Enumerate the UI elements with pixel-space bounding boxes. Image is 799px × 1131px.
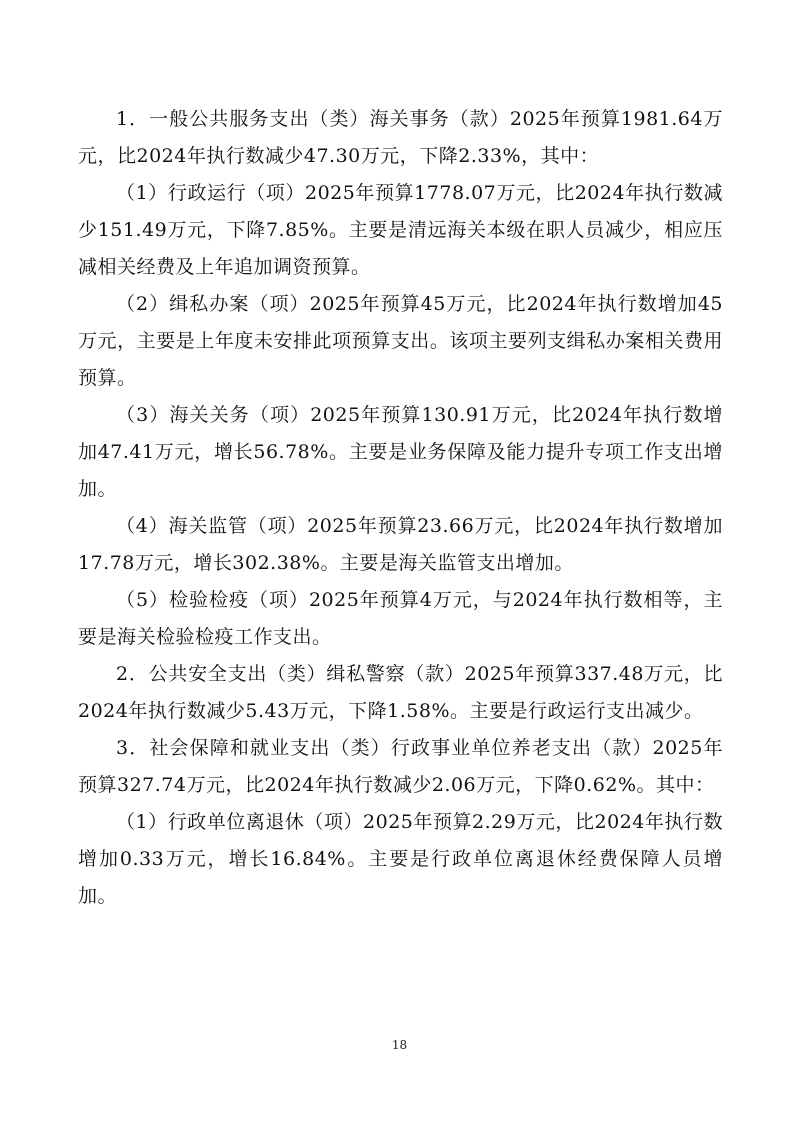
paragraph-retirement: （1）行政单位离退休（项）2025年预算2.29万元，比2024年执行数增加0.33万元，增长16.84%。主要是行政单位离退休经费保障人员增加。 (78, 811, 723, 907)
paragraph-customs-supervision: （4）海关监管（项）2025年预算23.66万元，比2024年执行数增加17.78万元，增长302.38%。主要是海关监管支出增加。 (78, 515, 723, 574)
page-number: 18 (391, 1038, 408, 1052)
paragraph-inspection-quarantine: （5）检验检疫（项）2025年预算4万元，与2024年执行数相等，主要是海关检验检疫工作支出。 (78, 589, 723, 648)
paragraph-administrative-operation: （1）行政运行（项）2025年预算1778.07万元，比2024年执行数减少151.49万元，下降7.85%。主要是清远海关本级在职人员减少，相应压减相关经费及上年追加调资预算。 (78, 182, 723, 278)
paragraph-general-public-services: 1．一般公共服务支出（类）海关事务（款）2025年预算1981.64万元，比2024年执行数减少47.30万元，下降2.33%，其中： (78, 108, 723, 167)
paragraph-social-security: 3．社会保障和就业支出（类）行政事业单位养老支出（款）2025年预算327.74万元，比2024年执行数减少2.06万元，下降0.62%。其中： (78, 737, 723, 796)
paragraph-public-security: 2．公共安全支出（类）缉私警察（款）2025年预算337.48万元，比2024年执行数减少5.43万元，下降1.58%。主要是行政运行支出减少。 (78, 663, 723, 722)
paragraph-customs-affairs: （3）海关关务（项）2025年预算130.91万元，比2024年执行数增加47.41万元，增长56.78%。主要是业务保障及能力提升专项工作支出增加。 (78, 404, 723, 500)
body-text (78, 101, 723, 915)
paragraph-anti-smuggling-cases: （2）缉私办案（项）2025年预算45万元，比2024年执行数增加45万元，主要是上年度未安排此项预算支出。该项主要列支缉私办案相关费用预算。 (78, 293, 723, 389)
